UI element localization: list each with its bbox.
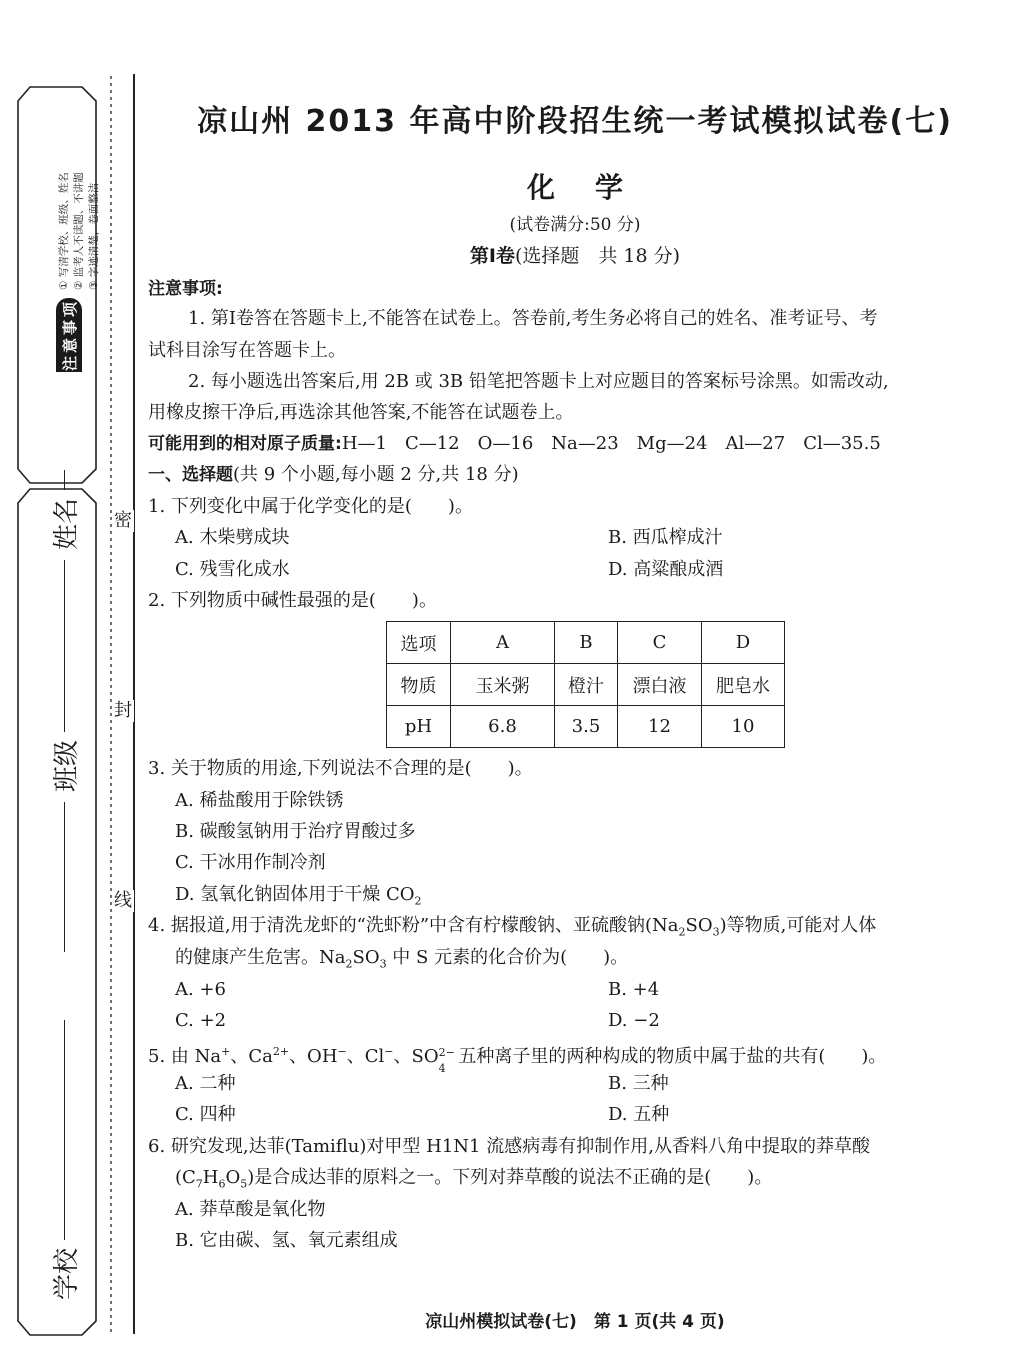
school-label: 学校	[52, 1247, 82, 1300]
notice-tag: 注意事项	[56, 298, 82, 372]
subscript: 2	[345, 957, 353, 971]
subscript: 3	[712, 925, 720, 939]
part-title	[145, 241, 1005, 268]
table-cell: A	[451, 622, 555, 664]
table-cell: 3.5	[555, 706, 618, 748]
q4-text: 的健康产生危害。Na	[175, 947, 346, 968]
table-cell: 选项	[387, 622, 451, 664]
q4-text: )等物质,可能对人体	[719, 915, 877, 936]
section-desc: (共 9 个小题,每小题 2 分,共 18 分)	[233, 464, 519, 485]
question-3-stem: 3. 关于物质的用途,下列说法不合理的是( )。	[148, 758, 533, 779]
q5-text: 五种离子里的两种构成的物质中属于盐的共有( )。	[452, 1046, 887, 1067]
q6-option-a: A. 莽草酸是氧化物	[175, 1199, 326, 1220]
ph-table	[386, 621, 785, 748]
q3-option-a: A. 稀盐酸用于除铁锈	[175, 790, 344, 811]
q5-option-b: B. 三种	[608, 1073, 669, 1094]
q3-option-c: C. 干冰用作制冷剂	[175, 852, 326, 873]
q4-text: 中 S 元素的化合价为( )。	[386, 947, 629, 968]
table-cell: 6.8	[451, 706, 555, 748]
full-score: (试卷满分:50 分)	[509, 215, 641, 235]
notice-item: ③ 字迹清楚，卷面整洁	[88, 182, 100, 290]
table-cell: D	[702, 622, 785, 664]
superscript: 2+	[272, 1045, 290, 1058]
table-cell: 漂白液	[618, 664, 702, 706]
table-cell: 12	[618, 706, 702, 748]
q3-option-d	[175, 882, 421, 915]
seal-char-xian: 线	[114, 890, 132, 911]
superscript: −	[384, 1045, 394, 1058]
table-cell: B	[555, 622, 618, 664]
notes-heading: 注意事项:	[148, 279, 223, 299]
notes-line: 用橡皮擦干净后,再选涂其他答案,不能答在试题卷上。	[148, 402, 574, 423]
atomic-mass-line	[148, 431, 881, 457]
q4-text: SO	[685, 915, 713, 936]
q3-option-d-text: D. 氢氧化钠固体用于干燥 CO	[175, 884, 415, 905]
subscript: 2	[414, 894, 422, 908]
q1-option-b: B. 西瓜榨成汁	[608, 527, 723, 548]
q5-option-d: D. 五种	[608, 1104, 670, 1125]
superscript: −	[337, 1045, 347, 1058]
page-footer: 凉山州模拟试卷(七) 第 1 页(共 4 页)	[425, 1312, 725, 1332]
subscript: 6	[218, 1177, 226, 1191]
q5-text: 、Cl	[346, 1046, 385, 1067]
question-5-stem	[148, 1039, 887, 1075]
class-field[interactable]	[46, 662, 83, 952]
question-1-stem: 1. 下列变化中属于化学变化的是( )。	[148, 496, 473, 517]
atomic-mass-values: H—1 C—12 O—16 Na—23 Mg—24 Al—27 Cl—35.5	[341, 433, 881, 454]
table-cell: C	[618, 622, 702, 664]
class-fill-line	[64, 802, 65, 952]
part-subtitle: (选择题 共 18 分)	[514, 245, 681, 267]
table-cell: 橙汁	[555, 664, 618, 706]
q6-text: O	[225, 1167, 241, 1188]
q4-text: SO	[352, 947, 380, 968]
q4-option-c: C. +2	[175, 1010, 227, 1031]
name-fill-line	[64, 470, 65, 490]
class-fill-line	[64, 662, 65, 732]
section-title-line	[148, 462, 519, 488]
superscript: +	[221, 1045, 231, 1058]
exam-title: 凉山州 2013 年高中阶段招生统一考试模拟试卷(七)	[197, 104, 953, 139]
school-fill-line	[64, 1020, 65, 1240]
question-4-stem-cont	[175, 945, 628, 978]
q5-option-a: A. 二种	[175, 1073, 236, 1094]
q5-text: 、SO	[393, 1046, 439, 1067]
q6-option-b: B. 它由碳、氢、氧元素组成	[175, 1230, 398, 1251]
q4-text: 4. 据报道,用于清洗龙虾的“洗虾粉”中含有柠檬酸钠、亚硫酸钠(Na	[148, 915, 679, 936]
subscript: 3	[379, 957, 387, 971]
part-label: 第Ⅰ卷	[469, 245, 515, 267]
superscript: 2−	[438, 1046, 455, 1059]
question-6-stem-cont	[175, 1165, 772, 1198]
q1-option-c: C. 残雪化成水	[175, 559, 290, 580]
table-cell: 物质	[387, 664, 451, 706]
q4-option-a: A. +6	[175, 979, 226, 1000]
question-2-stem: 2. 下列物质中碱性最强的是( )。	[148, 590, 437, 611]
subscript: 7	[195, 1177, 203, 1191]
q1-option-d: D. 高粱酿成酒	[608, 559, 724, 580]
seal-char-feng: 封	[114, 700, 132, 721]
notice-item: ① 写清学校、班级、姓名	[58, 172, 70, 290]
seal-char-mi: 密	[114, 510, 132, 531]
notice-list	[56, 172, 102, 298]
subscript: 5	[240, 1177, 248, 1191]
sup-sub-stack	[438, 1046, 455, 1075]
q5-text: 、Ca	[230, 1046, 273, 1067]
q5-option-c: C. 四种	[175, 1104, 236, 1125]
table-cell: 10	[702, 706, 785, 748]
question-4-stem	[148, 913, 876, 946]
q4-option-d: D. −2	[608, 1010, 660, 1031]
notes-line: 试科目涂写在答题卡上。	[148, 340, 346, 361]
notice-item: ② 监考人不读题、不讲题	[73, 172, 85, 290]
table-row	[387, 622, 785, 664]
subject-title: 化学	[526, 171, 663, 204]
table-row	[387, 664, 785, 706]
school-field[interactable]	[46, 1020, 83, 1300]
section-title: 一、选择题	[148, 465, 233, 485]
subscript: 2	[678, 925, 686, 939]
q5-text: 、OH	[289, 1046, 338, 1067]
table-cell: 肥皂水	[702, 664, 785, 706]
q6-text: H	[202, 1167, 219, 1188]
q1-option-a: A. 木柴劈成块	[175, 527, 290, 548]
class-label: 班级	[52, 739, 82, 792]
q6-text: )是合成达菲的原料之一。下列对莽草酸的说法不正确的是( )。	[247, 1167, 773, 1188]
question-6-stem: 6. 研究发现,达菲(Tamiflu)对甲型 H1N1 流感病毒有抑制作用,从香料八角中提取的莽草酸	[148, 1136, 870, 1157]
name-label: 姓名	[52, 497, 82, 550]
q5-text: 5. 由 Na	[148, 1046, 222, 1067]
q3-option-b: B. 碳酸氢钠用于治疗胃酸过多	[175, 821, 416, 842]
q4-option-b: B. +4	[608, 979, 660, 1000]
notice-panel	[56, 72, 128, 372]
q6-text: (C	[175, 1167, 196, 1188]
table-cell: pH	[387, 706, 451, 748]
subscript: 4	[438, 1062, 446, 1075]
notes-line: 1. 第Ⅰ卷答在答题卡上,不能答在试卷上。答卷前,考生务必将自己的姓名、准考证号、考	[188, 308, 878, 329]
atomic-mass-label: 可能用到的相对原子质量:	[148, 434, 342, 454]
table-row	[387, 706, 785, 748]
notes-line: 2. 每小题选出答案后,用 2B 或 3B 铅笔把答题卡上对应题目的答案标号涂黑。如需改动,	[188, 371, 889, 392]
table-cell: 玉米粥	[451, 664, 555, 706]
